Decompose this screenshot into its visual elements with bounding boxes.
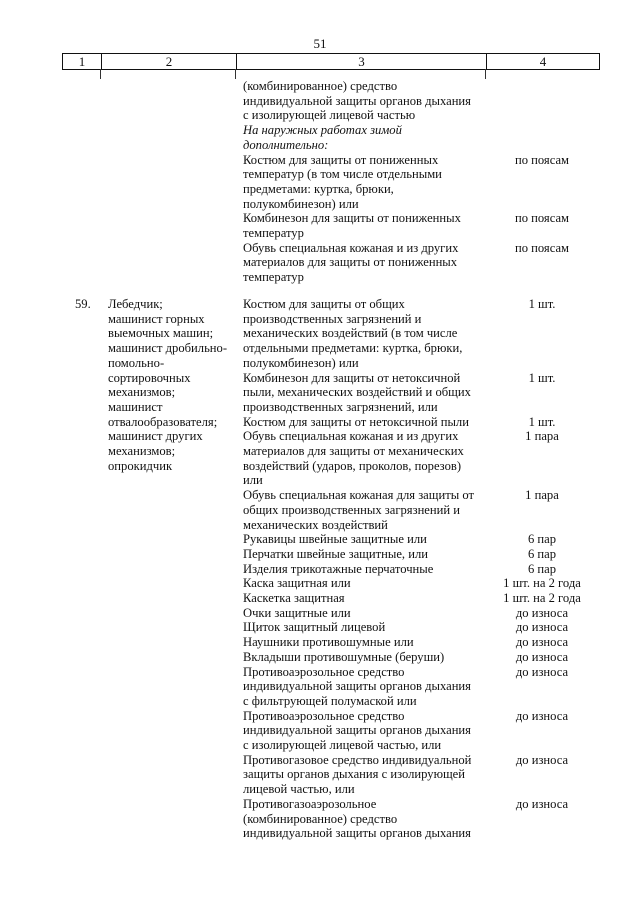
column-header-1: 1: [63, 54, 102, 70]
ppe-item-norm: до износа: [515, 605, 569, 620]
item-text-line: лицевой частью, или: [243, 782, 355, 797]
ppe-item: [243, 635, 493, 650]
profession-line: механизмов;: [108, 444, 176, 459]
ppe-item-norm: до износа: [515, 796, 569, 811]
ppe-item: [243, 620, 493, 635]
item-text-line: с изолирующей лицевой частью: [243, 108, 416, 123]
column-header-row: [62, 53, 600, 70]
item-text-line: температур: [243, 270, 304, 285]
winter-item: [243, 153, 493, 212]
item-text-line: защиты органов дыхания с изолирующей: [243, 767, 466, 782]
ppe-item: [243, 371, 493, 415]
ppe-item-norm: 1 пара: [525, 429, 559, 444]
item-text-line: Обувь специальная кожаная и из других: [243, 429, 459, 444]
item-text-line: Вкладыши противошумные (беруши): [243, 649, 445, 664]
item-text-line: Очки защитные или: [243, 605, 351, 620]
ppe-item-norm: 1 пара: [525, 488, 559, 503]
item-text-line: индивидуальной защиты органов дыхания: [243, 679, 471, 694]
item-text-line: Наушники противошумные или: [243, 635, 414, 650]
item-text-line: Костюм для защиты от общих: [243, 297, 405, 311]
ppe-item: [243, 753, 493, 797]
item-text-line: или: [243, 473, 263, 488]
ppe-item: [243, 488, 493, 532]
ppe-item-norm: 6 пар: [527, 532, 557, 547]
item-text-line: Обувь специальная кожаная и из других: [243, 240, 459, 255]
profession-line: отвалообразователя;: [108, 414, 218, 429]
item-text-line: (комбинированное) средство: [243, 79, 398, 93]
ppe-item: [243, 576, 493, 591]
item-text-line: Рукавицы швейные защитные или: [243, 532, 427, 547]
page-number: 51: [313, 36, 327, 51]
item-text-line: индивидуальной защиты органов дыхания: [243, 826, 471, 841]
item-text-line: Щиток защитный лицевой: [243, 620, 386, 635]
item-text-line: Каска защитная или: [243, 576, 351, 591]
winter-item-norm: по поясам: [514, 152, 570, 167]
ppe-item: [243, 429, 493, 488]
ppe-item: [243, 650, 493, 665]
column-divider: [485, 69, 486, 79]
item-text-line: полукомбинезон) или: [243, 196, 359, 211]
item-text-line: Противоаэрозольное средство: [243, 708, 405, 723]
column-header-4: 4: [487, 54, 600, 70]
winter-item-norm: по поясам: [514, 211, 570, 226]
winter-note: [243, 123, 493, 152]
profession-line: выемочных машин;: [108, 326, 214, 341]
ppe-item-norm: 1 шт. на 2 года: [503, 591, 581, 605]
item-text-line: Костюм для защиты от нетоксичной пыли: [243, 414, 469, 429]
item-text-line: материалов для защиты от пониженных: [243, 255, 458, 270]
ppe-item: [243, 797, 493, 841]
note-line: На наружных работах зимой: [243, 123, 402, 138]
item-text-line: Комбинезон для защиты от пониженных: [243, 211, 461, 226]
ppe-item: [243, 709, 493, 753]
ppe-item: [243, 591, 493, 606]
profession-line: машинист: [108, 399, 163, 414]
column-divider: [235, 69, 236, 79]
winter-item-norm: по поясам: [514, 240, 570, 255]
profession-line: Лебедчик;: [108, 297, 163, 311]
item-text-line: температур (в том числе отдельными: [243, 167, 442, 182]
profession-line: сортировочных: [108, 370, 191, 385]
item-text-line: индивидуальной защиты органов дыхания: [243, 723, 471, 738]
item-text-line: Изделия трикотажные перчаточные: [243, 561, 434, 576]
item-text-line: пыли, механических воздействий и общих: [243, 385, 471, 400]
item-text-line: Противогазоаэрозольное: [243, 796, 377, 811]
ppe-item-norm: до износа: [515, 752, 569, 767]
item-text-line: производственных загрязнений и: [243, 311, 422, 326]
ppe-item-norm: до износа: [515, 635, 569, 650]
ppe-item: [243, 665, 493, 709]
item-text-line: предметами: куртка, брюки,: [243, 181, 394, 196]
column-header-2: 2: [102, 54, 237, 70]
item-text-line: отдельными предметами: куртка, брюки,: [243, 341, 463, 356]
ppe-item-norm: до износа: [515, 708, 569, 723]
item-text-line: Комбинезон для защиты от нетоксичной: [243, 370, 461, 385]
winter-item: [243, 241, 493, 285]
entry-professions: [108, 297, 240, 473]
continuation-text: [243, 79, 493, 153]
item-text-line: Противогазовое средство индивидуальной: [243, 752, 472, 767]
ppe-item-norm: 1 шт. на 2 года: [503, 576, 581, 591]
item-text-line: Костюм для защиты от пониженных: [243, 152, 439, 167]
profession-line: машинист горных: [108, 311, 205, 326]
ppe-item-norm: 6 пар: [527, 546, 557, 561]
ppe-item: [243, 547, 493, 562]
winter-item: [243, 211, 493, 240]
item-text-line: (комбинированное) средство: [243, 811, 398, 826]
profession-line: опрокидчик: [108, 458, 173, 473]
item-text-line: Перчатки швейные защитные, или: [243, 546, 428, 561]
profession-line: машинист других: [108, 429, 203, 444]
ppe-item-norm: 1 шт.: [528, 297, 556, 311]
profession-line: механизмов;: [108, 385, 176, 400]
ppe-item-norm: 1 шт.: [528, 370, 556, 385]
item-text-line: Каскетка защитная: [243, 591, 345, 605]
item-text-line: механических воздействий: [243, 517, 388, 532]
item-text-line: с фильтрующей полумаской или: [243, 693, 417, 708]
column-header-3: 3: [237, 54, 487, 70]
profession-line: помольно-: [108, 355, 165, 370]
item-text-line: индивидуальной защиты органов дыхания: [243, 93, 471, 108]
item-text-line: с изолирующей лицевой частью, или: [243, 738, 442, 752]
column-divider: [100, 69, 101, 79]
item-text-line: полукомбинезон) или: [243, 355, 359, 370]
item-text-line: материалов для защиты от механических: [243, 444, 464, 458]
ppe-item: [243, 532, 493, 547]
ppe-item: [243, 415, 493, 430]
item-text-line: общих производственных загрязнений и: [243, 502, 461, 517]
item-text-line: механических воздействий (в том числе: [243, 326, 458, 341]
ppe-item: [243, 606, 493, 621]
profession-line: машинист дробильно-: [108, 341, 228, 356]
note-line: дополнительно:: [243, 137, 329, 152]
item-text-line: производственных загрязнений, или: [243, 399, 438, 414]
item-text-line: воздействий (ударов, проколов, порезов): [243, 458, 462, 473]
item-text-line: Противоаэрозольное средство: [243, 664, 405, 679]
ppe-item-norm: до износа: [515, 620, 569, 635]
ppe-item-norm: до износа: [515, 664, 569, 679]
item-text-line: температур: [243, 226, 304, 240]
ppe-item: [243, 297, 493, 371]
ppe-item: [243, 562, 493, 577]
entry-number: 59.: [75, 297, 91, 311]
ppe-item-norm: до износа: [515, 649, 569, 664]
ppe-item-norm: 1 шт.: [528, 414, 556, 429]
item-text-line: Обувь специальная кожаная для защиты от: [243, 488, 474, 503]
ppe-item-norm: 6 пар: [527, 561, 557, 576]
